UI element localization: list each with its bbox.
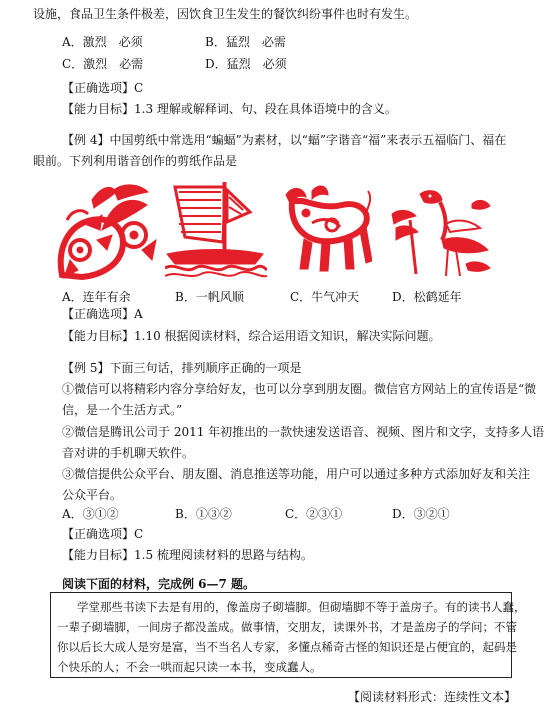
option-b: B．①③② (175, 507, 232, 521)
sailboat-papercut (165, 182, 267, 280)
target-line: 【能力目标】1.10 根据阅读材料，综合运用语文知识，解决实际问题。 (62, 329, 441, 343)
fish-lotus-papercut (52, 180, 160, 280)
material-line: 学堂那些书读下去是有用的，像盖房子砌墙脚。但砌墙脚不等于盖房子。有的读书人蠢， (77, 600, 526, 614)
material-form-label: 【阅读材料形式：连续性文本】 (347, 690, 516, 704)
material-line: 你以后长大成人是穷是富，当不当名人专家，多懂点稀奇古怪的知识还是占便宜的，起码是 (57, 640, 517, 654)
answer-line: 【正确选项】C (62, 81, 144, 95)
option-d: D．猛烈 必须 (205, 57, 287, 71)
ox-papercut (282, 183, 372, 275)
option-c: C．牛气冲天 (290, 290, 360, 304)
option-a: A．激烈 必须 (62, 35, 143, 49)
option-a: A．连年有余 (62, 290, 131, 304)
target-line: 【能力目标】1.3 理解或解释词、句、段在具体语境中的含义。 (62, 102, 397, 116)
sentence-1-cont: 信，是一个生活方式。” (62, 403, 183, 417)
reading-instruction: 阅读下面的材料，完成例 6—7 题。 (62, 577, 256, 591)
sentence-2: ②微信是腾讯公司于 2011 年初推出的一款快速发送语音、视频、图片和文字，支持多人语 (62, 425, 545, 439)
option-d: D．③②① (392, 507, 450, 521)
example-4-question-cont: 眼前。下列利用谐音创作的剪纸作品是 (33, 154, 238, 168)
sentence-3: ③微信提供公众平台、朋友圈、消息推送等功能，用户可以通过多种方式添加好友和关注 (62, 467, 531, 481)
material-line: 个快乐的人；不会一哄而起只读一本书，变成蠢人。 (57, 660, 322, 674)
option-b: B．猛烈 必需 (205, 35, 286, 49)
option-c: C．②③① (285, 507, 343, 521)
answer-line: 【正确选项】A (62, 307, 143, 321)
text-line: 设施，食品卫生条件极差，因饮食卫生发生的餐饮纠纷事件也时有发生。 (33, 7, 418, 21)
example-4-question: 【例 4】中国剪纸中常选用“蝙蝠”为素材，以“蝠”字谐音“福”来表示五福临门、福在 (62, 133, 507, 147)
sentence-2-cont: 音对讲的手机聊天软件。 (62, 446, 195, 460)
option-d: D．松鹤延年 (392, 290, 462, 304)
example-5-question: 【例 5】下面三句话，排列顺序正确的一项是 (62, 361, 302, 375)
sentence-1: ①微信可以将精彩内容分享给好友，也可以分享到朋友圈。微信官方网站上的宣传语是“微 (62, 382, 537, 396)
crane-pine-papercut (390, 184, 494, 278)
sentence-3-cont: 公众平台。 (62, 488, 123, 502)
target-line: 【能力目标】1.5 梳理阅读材料的思路与结构。 (62, 548, 313, 562)
option-c: C．激烈 必需 (62, 57, 144, 71)
material-line: 一辈子砌墙脚，一间房子都没盖成。做事情，交朋友，读课外书，才是盖房子的学问；不管 (57, 620, 517, 634)
answer-line: 【正确选项】C (62, 527, 144, 541)
option-a: A．③①② (62, 507, 119, 521)
option-b: B．一帆风顺 (175, 290, 244, 304)
reading-material-box (50, 592, 526, 678)
